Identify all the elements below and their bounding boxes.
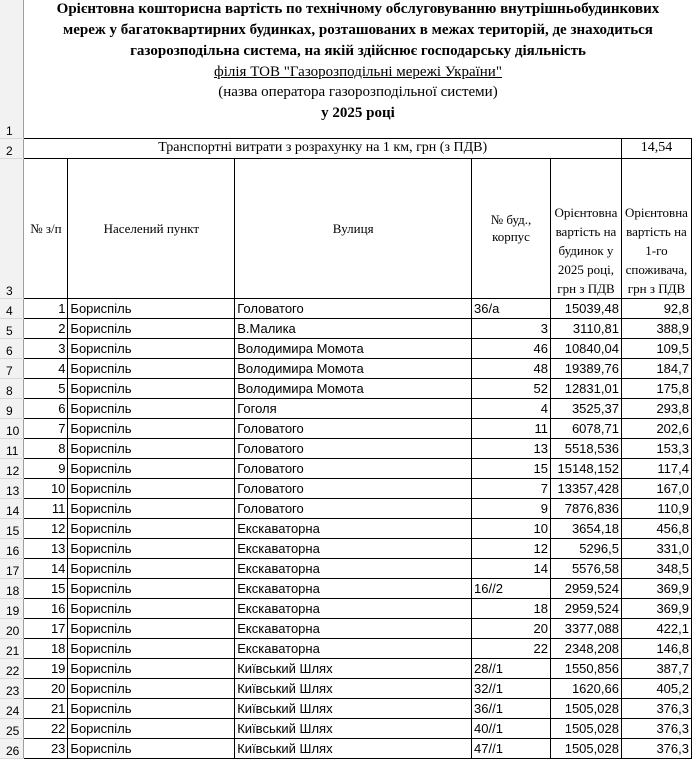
cell-cost-building[interactable]: 15039,48 xyxy=(550,298,621,318)
cell-number[interactable]: 11 xyxy=(24,498,68,518)
cell-building[interactable]: 46 xyxy=(472,338,551,358)
cell-street[interactable]: Головатого xyxy=(235,298,472,318)
cell-cost-building[interactable]: 2348,208 xyxy=(550,638,621,658)
table-row xyxy=(0,478,692,498)
row-header[interactable]: 10 xyxy=(0,418,24,438)
cell-cost-consumer[interactable]: 146,8 xyxy=(621,638,691,658)
row-header[interactable]: 14 xyxy=(0,498,24,518)
cell-settlement[interactable]: Бориспіль xyxy=(68,318,235,338)
cell-settlement[interactable]: Бориспіль xyxy=(68,298,235,318)
header-row xyxy=(0,158,692,298)
cell-number[interactable]: 22 xyxy=(24,718,68,738)
title-line-1: Орієнтовна кошторисна вартість по технічному обслуговуванню внутрішньобудинкових xyxy=(56,1,660,17)
row-header[interactable]: 1 xyxy=(0,0,24,138)
cell-number[interactable]: 7 xyxy=(24,418,68,438)
title-line-3: газорозподільна система, на якій здійснює господарську діяльність xyxy=(130,43,586,59)
row-header[interactable]: 9 xyxy=(0,398,24,418)
transport-label[interactable]: Транспортні витрати з розрахунку на 1 км, грн (з ПДВ) xyxy=(24,138,621,158)
table-row xyxy=(0,598,692,618)
cell-cost-consumer[interactable]: 348,5 xyxy=(621,558,691,578)
row-header[interactable]: 23 xyxy=(0,678,24,698)
cell-street[interactable]: Екскаваторна xyxy=(235,518,472,538)
cell-building[interactable]: 52 xyxy=(472,378,551,398)
cell-cost-building[interactable]: 1505,028 xyxy=(550,698,621,718)
cell-number[interactable]: 13 xyxy=(24,538,68,558)
table-row xyxy=(0,338,692,358)
cell-number[interactable]: 8 xyxy=(24,438,68,458)
cell-cost-building[interactable]: 5576,58 xyxy=(550,558,621,578)
cell-cost-building[interactable]: 10840,04 xyxy=(550,338,621,358)
cell-building[interactable]: 13 xyxy=(472,438,551,458)
cell-settlement[interactable]: Бориспіль xyxy=(68,578,235,598)
cell-number[interactable]: 5 xyxy=(24,378,68,398)
cell-cost-consumer[interactable]: 293,8 xyxy=(621,398,691,418)
col-number-header[interactable]: № з/п xyxy=(24,158,68,298)
cell-street[interactable]: Київський Шлях xyxy=(235,738,472,758)
row-header[interactable]: 7 xyxy=(0,358,24,378)
cell-cost-consumer[interactable]: 117,4 xyxy=(621,458,691,478)
cell-cost-consumer[interactable]: 331,0 xyxy=(621,538,691,558)
cell-settlement[interactable]: Бориспіль xyxy=(68,378,235,398)
cell-cost-consumer[interactable]: 109,5 xyxy=(621,338,691,358)
cell-street[interactable]: Київський Шлях xyxy=(235,718,472,738)
cell-number[interactable]: 6 xyxy=(24,398,68,418)
cell-cost-consumer[interactable]: 92,8 xyxy=(621,298,691,318)
row-header[interactable]: 6 xyxy=(0,338,24,358)
row-header[interactable]: 19 xyxy=(0,598,24,618)
cell-street[interactable]: Гоголя xyxy=(235,398,472,418)
cell-cost-building[interactable]: 2959,524 xyxy=(550,598,621,618)
year-line: у 2025 році xyxy=(321,105,395,121)
cell-cost-building[interactable]: 19389,76 xyxy=(550,358,621,378)
row-header[interactable]: 20 xyxy=(0,618,24,638)
table-row xyxy=(0,658,692,678)
row-header[interactable]: 22 xyxy=(0,658,24,678)
cell-building[interactable]: 7 xyxy=(472,478,551,498)
table-row xyxy=(0,318,692,338)
cell-cost-building[interactable]: 7876,836 xyxy=(550,498,621,518)
cell-number[interactable]: 18 xyxy=(24,638,68,658)
cell-settlement[interactable]: Бориспіль xyxy=(68,678,235,698)
cell-settlement[interactable]: Бориспіль xyxy=(68,478,235,498)
row-header[interactable]: 2 xyxy=(0,138,24,158)
row-header[interactable]: 26 xyxy=(0,738,24,758)
title-line-2: мереж у багатоквартирних будинках, розташованих в межах територій, де знаходиться xyxy=(63,22,653,38)
operator-caption: (назва оператора газорозподільної системи) xyxy=(218,84,498,100)
cell-building[interactable]: 18 xyxy=(472,598,551,618)
cell-street[interactable]: Екскаваторна xyxy=(235,538,472,558)
cell-street[interactable]: Екскаваторна xyxy=(235,598,472,618)
cell-cost-building[interactable]: 1550,856 xyxy=(550,658,621,678)
cell-street[interactable]: Володимира Момота xyxy=(235,378,472,398)
cell-building[interactable]: 12 xyxy=(472,538,551,558)
table-row xyxy=(0,358,692,378)
col-cost-building-header[interactable]: Орієнтовна вартість на будинок у 2025 році, грн з ПДВ xyxy=(550,158,621,298)
cell-street[interactable]: Головатого xyxy=(235,458,472,478)
row-header[interactable]: 3 xyxy=(0,158,24,298)
cell-building[interactable]: 48 xyxy=(472,358,551,378)
cell-building[interactable]: 3 xyxy=(472,318,551,338)
cell-cost-consumer[interactable]: 110,9 xyxy=(621,498,691,518)
table-row xyxy=(0,378,692,398)
cell-cost-building[interactable]: 15148,152 xyxy=(550,458,621,478)
table-row xyxy=(0,298,692,318)
table-row xyxy=(0,498,692,518)
table-row xyxy=(0,678,692,698)
cell-building[interactable]: 11 xyxy=(472,418,551,438)
row-header[interactable]: 4 xyxy=(0,298,24,318)
cell-cost-consumer[interactable]: 376,3 xyxy=(621,738,691,758)
cell-street[interactable]: Головатого xyxy=(235,498,472,518)
cell-building[interactable]: 9 xyxy=(472,498,551,518)
cell-settlement[interactable]: Бориспіль xyxy=(68,518,235,538)
cell-street[interactable]: Головатого xyxy=(235,418,472,438)
cell-building[interactable]: 14 xyxy=(472,558,551,578)
cell-cost-consumer[interactable]: 153,3 xyxy=(621,438,691,458)
cell-number[interactable]: 15 xyxy=(24,578,68,598)
cell-cost-building[interactable]: 1505,028 xyxy=(550,718,621,738)
cell-building[interactable]: 36/а xyxy=(472,298,551,318)
cell-building[interactable]: 4 xyxy=(472,398,551,418)
cell-cost-building[interactable]: 6078,71 xyxy=(550,418,621,438)
row-header[interactable]: 18 xyxy=(0,578,24,598)
cell-cost-building[interactable]: 1505,028 xyxy=(550,738,621,758)
cell-building[interactable]: 22 xyxy=(472,638,551,658)
table-row xyxy=(0,738,692,758)
cell-cost-consumer[interactable]: 376,3 xyxy=(621,698,691,718)
table-row xyxy=(0,698,692,718)
cell-settlement[interactable]: Бориспіль xyxy=(68,598,235,618)
cell-number[interactable]: 17 xyxy=(24,618,68,638)
cell-settlement[interactable]: Бориспіль xyxy=(68,698,235,718)
row-header[interactable]: 25 xyxy=(0,718,24,738)
cell-cost-building[interactable]: 5518,536 xyxy=(550,438,621,458)
cell-number[interactable]: 4 xyxy=(24,358,68,378)
title-block xyxy=(24,0,692,138)
cell-cost-consumer[interactable]: 456,8 xyxy=(621,518,691,538)
cell-street[interactable]: Володимира Момота xyxy=(235,338,472,358)
row-header[interactable]: 13 xyxy=(0,478,24,498)
row-header[interactable]: 21 xyxy=(0,638,24,658)
cell-building[interactable]: 47//1 xyxy=(472,738,551,758)
table-row xyxy=(0,538,692,558)
cell-cost-building[interactable]: 5296,5 xyxy=(550,538,621,558)
row-header[interactable]: 5 xyxy=(0,318,24,338)
cell-street[interactable]: Київський Шлях xyxy=(235,678,472,698)
cell-number[interactable]: 23 xyxy=(24,738,68,758)
cell-cost-consumer[interactable]: 369,9 xyxy=(621,598,691,618)
title-row xyxy=(0,0,692,138)
cell-cost-consumer[interactable]: 405,2 xyxy=(621,678,691,698)
cell-building[interactable]: 10 xyxy=(472,518,551,538)
cell-number[interactable]: 21 xyxy=(24,698,68,718)
cell-street[interactable]: Головатого xyxy=(235,438,472,458)
cell-street[interactable]: Екскаваторна xyxy=(235,638,472,658)
cell-settlement[interactable]: Бориспіль xyxy=(68,538,235,558)
cell-building[interactable]: 40//1 xyxy=(472,718,551,738)
cell-number[interactable]: 1 xyxy=(24,298,68,318)
cell-street[interactable]: Головатого xyxy=(235,478,472,498)
cell-settlement[interactable]: Бориспіль xyxy=(68,458,235,478)
row-header[interactable]: 24 xyxy=(0,698,24,718)
cell-street[interactable]: Київський Шлях xyxy=(235,658,472,678)
cell-street[interactable]: Екскаваторна xyxy=(235,558,472,578)
cell-cost-building[interactable]: 1620,66 xyxy=(550,678,621,698)
col-cost-consumer-header[interactable]: Орієнтовна вартість на 1-го споживача, грн з ПДВ xyxy=(621,158,691,298)
cell-settlement[interactable]: Бориспіль xyxy=(68,558,235,578)
cell-cost-consumer[interactable]: 184,7 xyxy=(621,358,691,378)
cell-settlement[interactable]: Бориспіль xyxy=(68,718,235,738)
cell-settlement[interactable]: Бориспіль xyxy=(68,738,235,758)
cell-number[interactable]: 16 xyxy=(24,598,68,618)
cell-cost-consumer[interactable]: 422,1 xyxy=(621,618,691,638)
cell-building[interactable]: 36//1 xyxy=(472,698,551,718)
cell-number[interactable]: 10 xyxy=(24,478,68,498)
cell-settlement[interactable]: Бориспіль xyxy=(68,658,235,678)
col-building-header[interactable]: № буд., корпус xyxy=(472,158,551,298)
row-header[interactable]: 17 xyxy=(0,558,24,578)
table-row xyxy=(0,398,692,418)
row-header[interactable]: 8 xyxy=(0,378,24,398)
table-row xyxy=(0,578,692,598)
table-row xyxy=(0,518,692,538)
cell-cost-consumer[interactable]: 369,9 xyxy=(621,578,691,598)
cell-cost-building[interactable]: 3377,088 xyxy=(550,618,621,638)
cell-number[interactable]: 3 xyxy=(24,338,68,358)
transport-value[interactable]: 14,54 xyxy=(621,138,691,158)
cell-street[interactable]: В.Малика xyxy=(235,318,472,338)
table-row xyxy=(0,558,692,578)
cell-cost-consumer[interactable]: 387,7 xyxy=(621,658,691,678)
cell-cost-building[interactable]: 3525,37 xyxy=(550,398,621,418)
cell-cost-building[interactable]: 2959,524 xyxy=(550,578,621,598)
cell-building[interactable]: 20 xyxy=(472,618,551,638)
cell-cost-consumer[interactable]: 388,9 xyxy=(621,318,691,338)
cell-settlement[interactable]: Бориспіль xyxy=(68,638,235,658)
cell-building[interactable]: 16//2 xyxy=(472,578,551,598)
cell-cost-consumer[interactable]: 167,0 xyxy=(621,478,691,498)
col-settlement-header[interactable]: Населений пункт xyxy=(68,158,235,298)
cell-street[interactable]: Екскаваторна xyxy=(235,578,472,598)
cell-building[interactable]: 32//1 xyxy=(472,678,551,698)
cell-number[interactable]: 9 xyxy=(24,458,68,478)
cell-building[interactable]: 15 xyxy=(472,458,551,478)
cell-settlement[interactable]: Бориспіль xyxy=(68,398,235,418)
cell-cost-building[interactable]: 3110,81 xyxy=(550,318,621,338)
table-row xyxy=(0,638,692,658)
table-row xyxy=(0,618,692,638)
cell-cost-consumer[interactable]: 202,6 xyxy=(621,418,691,438)
row-header[interactable]: 11 xyxy=(0,438,24,458)
cell-settlement[interactable]: Бориспіль xyxy=(68,418,235,438)
cell-cost-consumer[interactable]: 175,8 xyxy=(621,378,691,398)
cell-number[interactable]: 19 xyxy=(24,658,68,678)
cell-street[interactable]: Екскаваторна xyxy=(235,618,472,638)
table-row xyxy=(0,418,692,438)
operator-name: філія ТОВ "Газорозподільні мережі України" xyxy=(214,64,502,80)
row-header[interactable]: 12 xyxy=(0,458,24,478)
cell-number[interactable]: 2 xyxy=(24,318,68,338)
cell-cost-building[interactable]: 3654,18 xyxy=(550,518,621,538)
cell-cost-building[interactable]: 13357,428 xyxy=(550,478,621,498)
table-row xyxy=(0,718,692,738)
cell-building[interactable]: 28//1 xyxy=(472,658,551,678)
cell-settlement[interactable]: Бориспіль xyxy=(68,438,235,458)
transport-row xyxy=(0,138,692,158)
table-row xyxy=(0,438,692,458)
cell-street[interactable]: Володимира Момота xyxy=(235,358,472,378)
col-street-header[interactable]: Вулиця xyxy=(235,158,472,298)
cell-number[interactable]: 12 xyxy=(24,518,68,538)
cell-street[interactable]: Київський Шлях xyxy=(235,698,472,718)
cell-number[interactable]: 20 xyxy=(24,678,68,698)
row-header[interactable]: 15 xyxy=(0,518,24,538)
row-header[interactable]: 16 xyxy=(0,538,24,558)
table-row xyxy=(0,458,692,478)
cell-cost-building[interactable]: 12831,01 xyxy=(550,378,621,398)
cell-cost-consumer[interactable]: 376,3 xyxy=(621,718,691,738)
cell-settlement[interactable]: Бориспіль xyxy=(68,498,235,518)
cell-settlement[interactable]: Бориспіль xyxy=(68,338,235,358)
cell-number[interactable]: 14 xyxy=(24,558,68,578)
cell-settlement[interactable]: Бориспіль xyxy=(68,618,235,638)
cell-settlement[interactable]: Бориспіль xyxy=(68,358,235,378)
